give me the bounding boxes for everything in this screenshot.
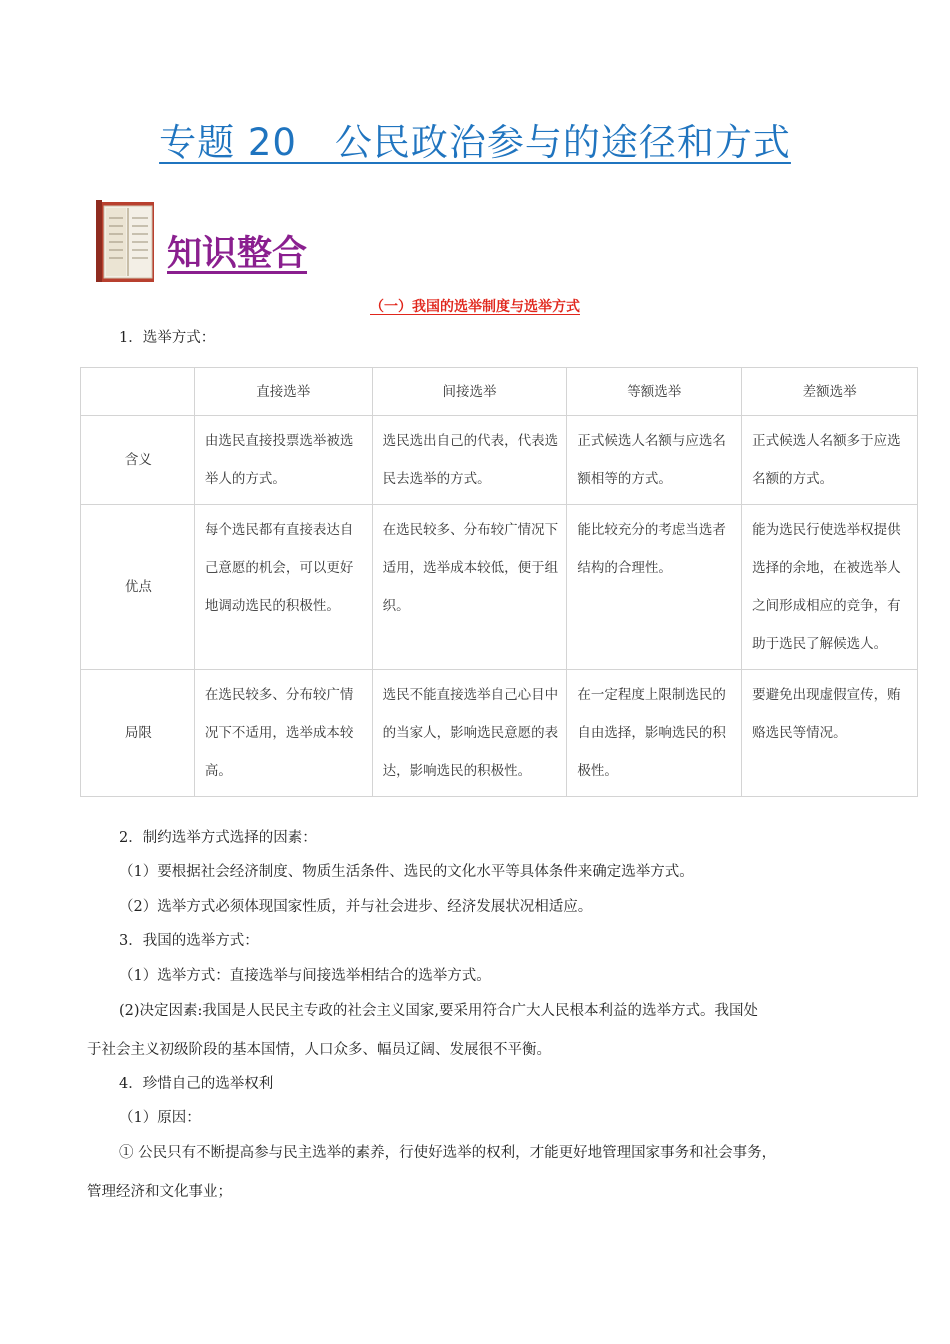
section-heading: （一）我国的选举制度与选举方式 xyxy=(370,299,580,315)
banner-title: 知识整合 xyxy=(167,234,308,274)
item-4-1-1-line2: 管理经济和文化事业； xyxy=(87,1184,232,1200)
item-4: 4．珍惜自己的选举权利 xyxy=(119,1076,274,1092)
table-row xyxy=(81,505,918,670)
table-cell: 在一定程度上限制选民的自由选择，影响选民的积极性。 xyxy=(567,670,742,797)
knowledge-banner xyxy=(92,196,352,288)
table-cell: 能比较充分的考虑当选者结构的合理性。 xyxy=(567,505,742,670)
table-cell: 在选民较多、分布较广情况下适用，选举成本较低，便于组织。 xyxy=(372,505,567,670)
table-cell: 要避免出现虚假宣传，贿赂选民等情况。 xyxy=(742,670,918,797)
header-cell: 等额选举 xyxy=(567,368,742,416)
header-cell: 差额选举 xyxy=(742,368,918,416)
item-2-1: （1）要根据社会经济制度、物质生活条件、选民的文化水平等具体条件来确定选举方式。 xyxy=(119,864,694,880)
item-3-2-line1: (2)决定因素:我国是人民民主专政的社会主义国家,要采用符合广大人民根本利益的选举方式。我国处 xyxy=(119,1003,759,1019)
item-3: 3．我国的选举方式： xyxy=(119,933,259,949)
item-1: 1．选举方式： xyxy=(119,330,216,346)
book-icon xyxy=(92,196,162,286)
election-methods-table xyxy=(80,367,918,797)
table-cell: 正式候选人名额与应选名额相等的方式。 xyxy=(567,416,742,505)
item-2: 2．制约选举方式选择的因素： xyxy=(119,830,317,846)
item-2-2: （2）选举方式必须体现国家性质，并与社会进步、经济发展状况相适应。 xyxy=(119,899,593,915)
table-header-row xyxy=(81,368,918,416)
item-3-2-line2: 于社会主义初级阶段的基本国情，人口众多、幅员辽阔、发展很不平衡。 xyxy=(87,1042,551,1058)
item-4-1: （1）原因： xyxy=(119,1110,201,1126)
item-4-1-1-line1: ① 公民只有不断提高参与民主选举的素养，行使好选举的权利，才能更好地管理国家事务和社会事务， xyxy=(119,1145,777,1161)
table-cell: 能为选民行使选举权提供选择的余地，在被选举人之间形成相应的竞争，有助于选民了解候选人。 xyxy=(742,505,918,670)
table-cell: 正式候选人名额多于应选名额的方式。 xyxy=(742,416,918,505)
table-row xyxy=(81,670,918,797)
page-title: 专题 20 公民政治参与的途径和方式 xyxy=(159,121,791,164)
row-label: 含义 xyxy=(81,416,195,505)
header-cell: 间接选举 xyxy=(372,368,567,416)
table-cell: 由选民直接投票选举被选举人的方式。 xyxy=(194,416,372,505)
row-label: 局限 xyxy=(81,670,195,797)
row-label: 优点 xyxy=(81,505,195,670)
table-cell: 在选民较多、分布较广情况下不适用，选举成本较高。 xyxy=(194,670,372,797)
table-row xyxy=(81,416,918,505)
table-cell: 每个选民都有直接表达自己意愿的机会，可以更好地调动选民的积极性。 xyxy=(194,505,372,670)
header-cell: 直接选举 xyxy=(194,368,372,416)
table-cell: 选民选出自己的代表，代表选民去选举的方式。 xyxy=(372,416,567,505)
header-cell xyxy=(81,368,195,416)
table-cell: 选民不能直接选举自己心目中的当家人，影响选民意愿的表达，影响选民的积极性。 xyxy=(372,670,567,797)
item-3-1: （1）选举方式：直接选举与间接选举相结合的选举方式。 xyxy=(119,968,491,984)
